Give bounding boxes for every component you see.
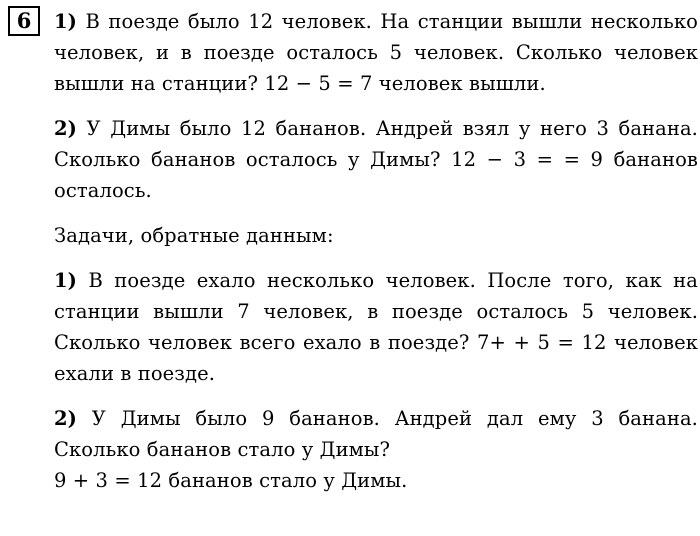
inverse-tasks-heading-text: Задачи, обратные данным: xyxy=(54,224,334,247)
inverse-tasks-heading xyxy=(54,220,698,251)
task-paragraph-2 xyxy=(54,113,698,206)
task-label-1: 1) xyxy=(54,10,77,33)
task-text-2: У Димы было 12 бананов. Андрей взял у него 3 банана. Сколько бананов осталось у Димы? 12 − 3 = = 9 бананов осталось. xyxy=(54,117,698,202)
inverse-task-paragraph-1 xyxy=(54,265,698,389)
task-label-2: 2) xyxy=(54,117,77,140)
exercise-number: 6 xyxy=(8,6,40,36)
inverse-task-text-1: В поезде ехало несколько человек. После того, как на станции вышли 7 человек, в поезде осталось 5 человек. Сколько человек всего ехало в поезде? 7+ + 5 = 12 человек ехали в поезде. xyxy=(54,269,698,385)
inverse-task-answer-2 xyxy=(54,465,698,496)
task-text-1: В поезде было 12 человек. На станции вышли несколько человек, и в поезде осталось 5 человек. Сколько человек вышли на станции? 12 − 5 = 7 человек вышли. xyxy=(54,10,698,95)
inverse-task-answer-2-text: 9 + 3 = 12 бананов стало у Димы. xyxy=(54,469,408,492)
task-paragraph-1 xyxy=(54,6,698,99)
inverse-task-text-2: У Димы было 9 бананов. Андрей дал ему 3 банана. Сколько бананов стало у Димы? xyxy=(54,407,698,461)
exercise-body xyxy=(54,6,698,496)
inverse-task-label-1: 1) xyxy=(54,269,77,292)
inverse-task-paragraph-2 xyxy=(54,403,698,465)
inverse-task-label-2: 2) xyxy=(54,407,77,430)
